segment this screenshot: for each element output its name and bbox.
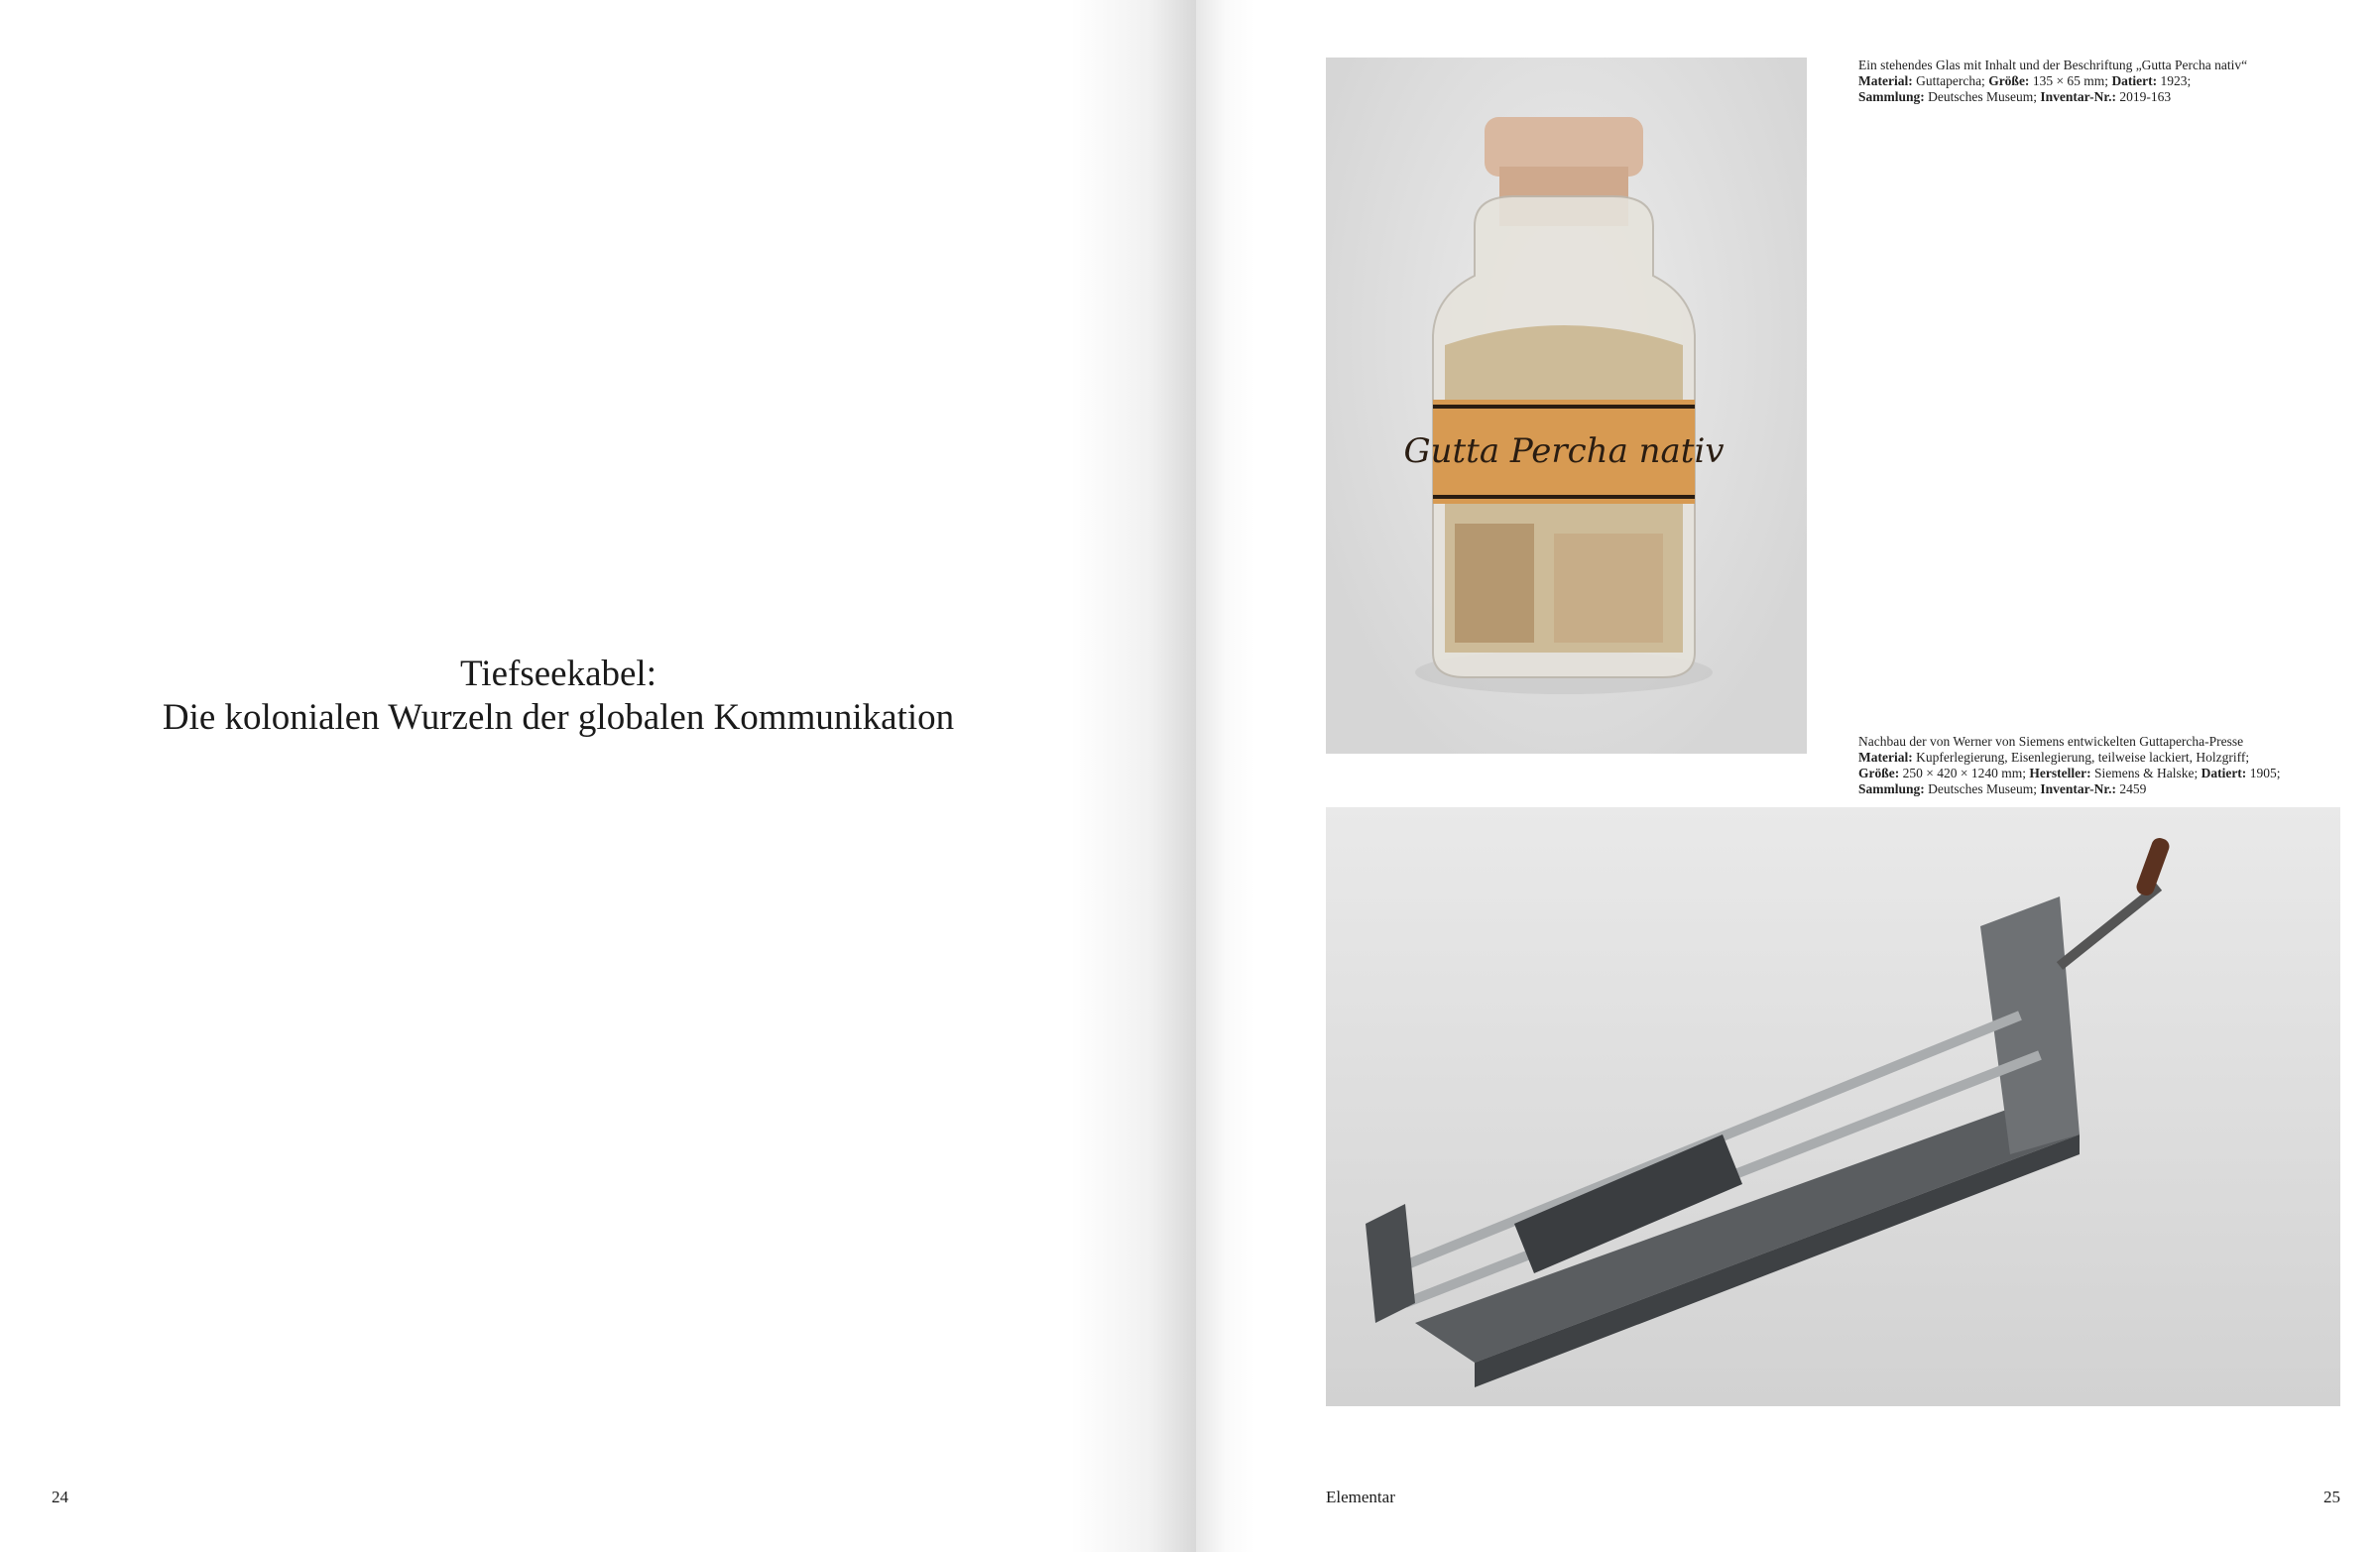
value: Kupferlegierung, Eisenlegierung, teilweise lackiert, Holzgriff;: [1916, 750, 2250, 765]
caption-1-line: Ein stehendes Glas mit Inhalt und der Beschriftung „Gutta Percha nativ“: [1858, 58, 2248, 72]
label: Material:: [1858, 73, 1913, 88]
value: 2459: [2119, 781, 2147, 796]
photo-guttapercha-press: [1326, 807, 2340, 1406]
caption-2-line: Nachbau der von Werner von Siemens entwickelten Guttapercha-Presse: [1858, 734, 2244, 749]
value: 2019-163: [2119, 89, 2172, 104]
page-number-right: 25: [2323, 1488, 2340, 1506]
value: Deutsches Museum;: [1928, 89, 2037, 104]
label: Datiert:: [2201, 766, 2247, 780]
caption-figure-1: [1858, 58, 2247, 105]
value: 250 × 420 × 1240 mm;: [1902, 766, 2026, 780]
label: Größe:: [1858, 766, 1900, 780]
label: Datiert:: [2111, 73, 2158, 88]
label: Sammlung:: [1858, 89, 1925, 104]
value: 1923;: [2160, 73, 2192, 88]
photo-gutta-percha-jar: [1326, 58, 1807, 754]
label: Inventar-Nr.:: [2040, 89, 2116, 104]
value: 135 × 65 mm;: [2032, 73, 2109, 88]
value: Deutsches Museum;: [1928, 781, 2037, 796]
title-line-1: Tiefseekabel:: [460, 654, 656, 694]
page-number-left: 24: [52, 1488, 68, 1506]
label: Inventar-Nr.:: [2040, 781, 2116, 796]
title-line-2: Die kolonialen Wurzeln der globalen Kommunikation: [162, 697, 955, 738]
running-head: Elementar: [1326, 1488, 1395, 1506]
value: 1905;: [2249, 766, 2281, 780]
chapter-title: [0, 653, 1117, 740]
jar-label-text: Gutta Percha nativ: [1403, 431, 1725, 471]
value: Siemens & Halske;: [2093, 766, 2199, 780]
label: Material:: [1858, 750, 1913, 765]
value: Guttapercha;: [1916, 73, 1985, 88]
label: Größe:: [1988, 73, 2030, 88]
label: Sammlung:: [1858, 781, 1925, 796]
label: Hersteller:: [2029, 766, 2091, 780]
caption-figure-2: [1858, 734, 2280, 797]
